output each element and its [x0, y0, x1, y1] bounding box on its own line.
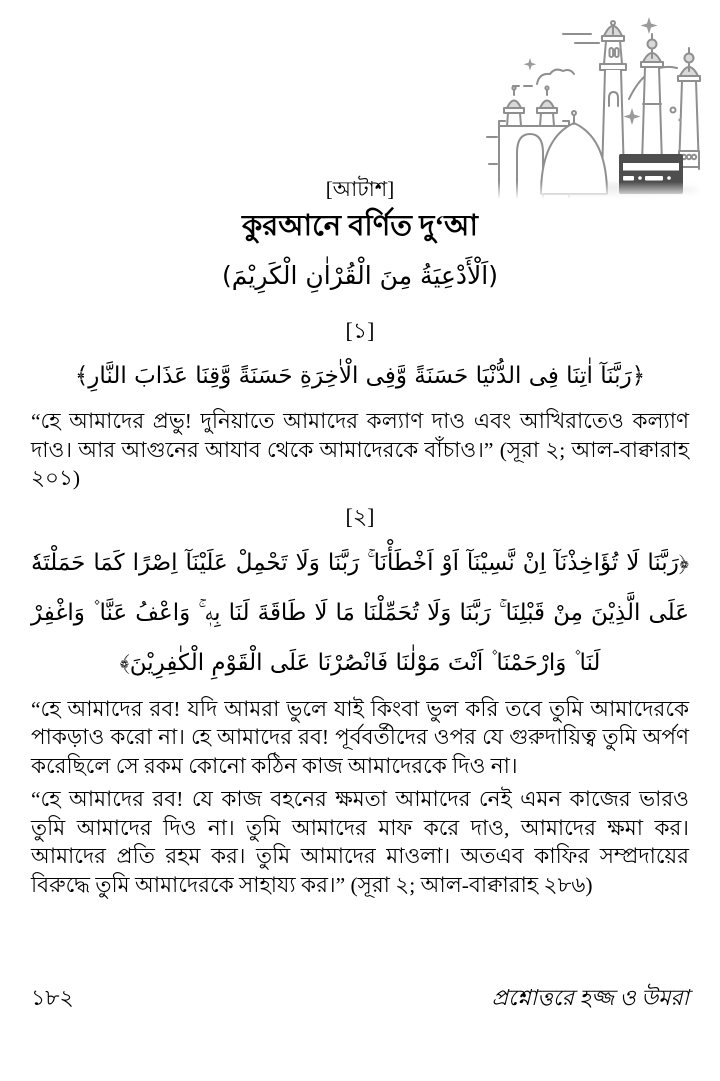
bengali-translation-1: “হে আমাদের প্রভু! দুনিয়াতে আমাদের কল্যাণ দাও এবং আখিরাতেও কল্যাণ দাও। আর আগুনের আযাব থেকে আমাদেরকে বাঁচাও।” (সূরা ২; আল-বাক্বারাহ ২০১) [31, 409, 689, 490]
dash-lines-icon [563, 34, 599, 43]
dua-section-1 [31, 317, 689, 493]
dome-icon [541, 111, 607, 194]
bengali-translation-2a: “হে আমাদের রব! যদি আমরা ভুলে যাই কিংবা ভুল করি তবে তুমি আমাদেরকে পাকড়াও করো না। হে আমাদের রব! পূর্ববর্তীদের ওপর যে গুরুদায়িত্ব তুমি অর্পণ করেছিলে সে রকম কোনো কঠিন কাজ আমাদেরকে দিও না। [31, 696, 689, 778]
mosque-kaaba-illustration [477, 4, 712, 199]
book-title: প্রশ্নোত্তরে হজ্জ ও উমরা [491, 985, 689, 1010]
central-minaret-icon [600, 21, 626, 176]
arabic-verse-1: ﴿رَبَّنَآ اٰتِنَا فِى الدُّنْيَا حَسَنَةً وَّفِى الْاٰخِرَةِ حَسَنَةً وَّقِنَا عَذَابَ النَّارِ﴾ [74, 363, 646, 389]
page-footer [31, 981, 689, 1018]
arabic-verse-2: ﴿رَبَّنَا لَا تُؤَاخِذْنَآ اِنْ نَّسِيْنَآ اَوْ اَخْطَأْنَا ۚ رَبَّنَا وَلَا تَحْمِلْ عَلَيْنَآ اِصْرًا كَمَا حَمَلْتَهٗ عَلَى الَّذِيْنَ مِنْ قَبْلِنَا ۚ رَبَّنَا وَلَا تُحَمِّلْنَا مَا لَا طَاقَةَ لَنَا بِهٖ ۚ وَاعْفُ عَنَّا ۫ وَاغْفِرْ لَنَا ۫ وَارْحَمْنَا ۫ اَنْتَ مَوْلٰنَا فَانْصُرْنَا عَلَى الْقَوْمِ الْكٰفِرِيْنَ﴾ [31, 549, 689, 676]
section-2-marker: [২] [345, 503, 375, 529]
section-1-marker: [১] [345, 318, 375, 343]
dua-section-2 [31, 503, 689, 900]
page-title: কুরআনে বর্ণিত দু‘আ [242, 210, 478, 242]
cloud-icon [537, 70, 574, 84]
page-number: ১৮২ [31, 985, 74, 1010]
right-minaret-icon [641, 34, 663, 164]
arabic-subtitle: (اَلْأَدْعِيَةُ مِنَ الْقُرْاٰنِ الْكَرِيْمَ) [221, 261, 499, 290]
far-right-minaret-icon [678, 48, 700, 169]
bengali-translation-2b: “হে আমাদের রব! যে কাজ বহনের ক্ষমতা আমাদের নেই এমন কাজের ভারও তুমি আমাদের দিও না। তুমি আমাদের মাফ করে দাও, আমাদের ক্ষমা কর। আমাদের প্রতি রহম কর। তুমি আমাদের মাওলা। অতএব কাফির সম্প্রদায়ের বিরুদ্ধে তুমি আমাদেরকে সাহায্য কর।” (সূরা ২; আল-বাক্বারাহ ২৮৬) [31, 787, 689, 897]
chapter-number-marker: [আটাশ] [325, 177, 395, 201]
